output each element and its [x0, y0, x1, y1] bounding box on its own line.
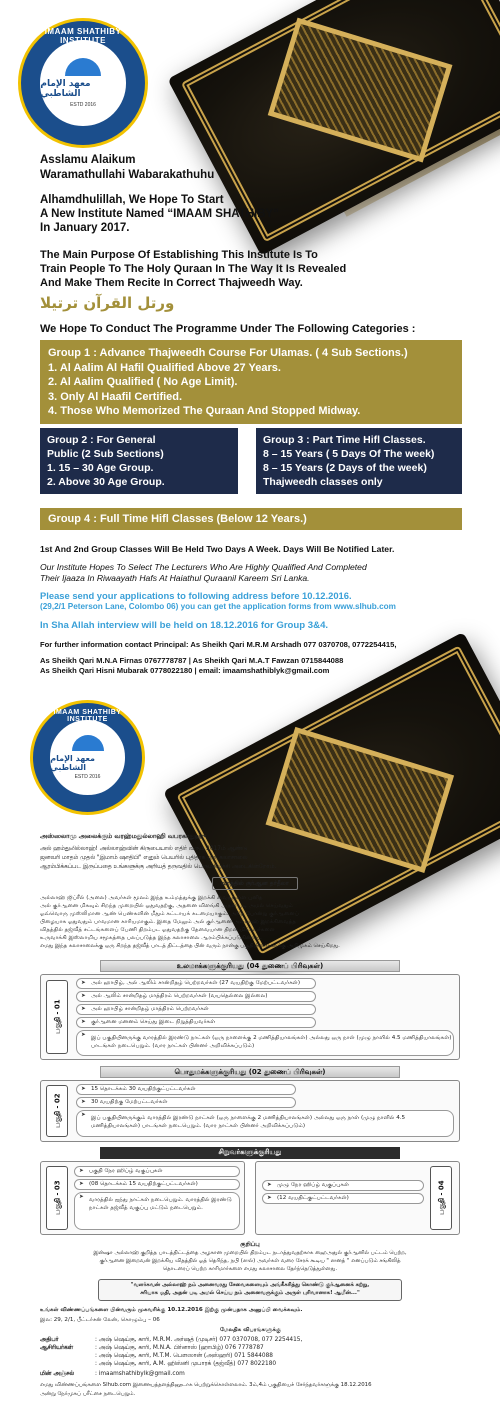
purpose-line-1: The Main Purpose Of Establishing This Institute Is To [40, 249, 318, 261]
group-4-box [40, 508, 462, 530]
group-3-line: 8 – 15 Years ( 5 Days Of The week) [263, 448, 435, 460]
tamil-apply-line: உங்கள் விண்ணப்பங்களை பின்வரும் முகவரிக்கு 10.12.2016 இற்கு முன்பதாக அனுப்பி வைக்கவும். [40, 1307, 303, 1313]
open-book-icon [72, 735, 104, 751]
section-1-header: உலமாக்களுக்குரியது (04 துணைப் பிரிவுகள்) [100, 960, 400, 972]
tamil-address-line: இல: 29, 2/1, பீட்டர்சன் லேன், கொழும்பு – 06 [40, 1317, 160, 1323]
contact-row [40, 1336, 302, 1344]
intro-line-3: In January 2017. [40, 222, 130, 234]
group-1-item: 1. Al Aalim Al Hafil Qualified Above 27 Years. [48, 361, 281, 374]
apply-line-2: (29,2/1 Peterson Lane, Colombo 06) you can get the application forms from www.slhub.com [40, 602, 396, 611]
group-1-item: 3. Only Al Haafil Certified. [48, 390, 183, 403]
group-2-line: 1. 15 – 30 Age Group. [47, 462, 154, 474]
section-2-header: பொதுமக்களுக்குரியது (02 துணைப் பிரிவுகள்) [100, 1066, 400, 1078]
section-4-item: ➤ (12 வயதிட்குட்பட்டவர்கள்) [262, 1193, 424, 1204]
tamil-para-line: அல் குர்ஆனை மிகவும் சிறந்த முறையில் ஓதுவதற்கு, அதனை விளங்கி அதன் படி அமல் செய்வதும் [40, 903, 293, 909]
tamil-verse-box: வரத்தில் குர்ஆன தர்தீலா [212, 877, 298, 890]
greeting-line-1: Asslamu Alaikum [40, 154, 136, 166]
tamil-footer-line: அன்று நேர்முகப் பரீட்சை நடைபெறும். [40, 1391, 136, 1397]
note-title: குறிப்பு [240, 1241, 260, 1248]
section-1-item: ➤ இப் பகுதியினருக்கு வாரத்தில் இரண்டு நாட்கள் (ஒரு நாளைக்கு 2 மணித்தியாலங்கள்) அல்லது ஒரு நாள் (முழு நாளில் 4.5 மணித்தியாலங்கள்) பாடங்கள் நடைபெறும். (வார நாட்கள் பின்னர் அறிவிக்கப்படும்) [76, 1030, 454, 1056]
tamil-greeting: அஸ்ஸலாமு அலைக்கும் வரஹ்மதுல்லாஹி வபரகாதுஹு [40, 832, 207, 840]
group-2-box [40, 428, 238, 494]
intro-line-2: A New Institute Named “IMAAM SHATHIBY” [40, 208, 279, 220]
apply-line-1: Please send your applications to following address before 10.12.2016. [40, 590, 352, 601]
contact-role: ஆசிரியர்கள் [40, 1345, 73, 1351]
tamil-para-line: எமது இந்த கலாசாலைக்கு ஒரு சிறந்த தஜ்வீத் பாடத் திட்டத்தை பின் வரும் நான்கு பகுதியினர்களுக்கு அறிமுகம் செய்கிறது. [40, 943, 340, 949]
tamil-intro-3: ஆரம்பிக்கப்பட இருப்பதை உங்களுக்கு அறியத் தருவதில் பெருமகிழ்ச்சி அடைகின்றோம். [40, 864, 277, 870]
institute-logo [18, 18, 148, 148]
section-2-item: ➤ இப் பகுதியினருக்கும் வாரத்தில் இரண்டு நாட்கள் (ஒரு நாளைக்கு 2 மணித்தியாலங்கள்) அல்லது ஒரு நாள் (முழு நாளில் 4.5 மணித்தியாலங்கள்) பாடங்கள் நடைபெறும். (வார நாட்கள் பின்னர் அறிவிக்கப்படும்) [76, 1110, 454, 1137]
contact-row [40, 1360, 276, 1368]
tamil-intro-2: ஜனவரி மாதம் முதல் "இமாம் ஷாதிபி" எனும் பெயரில் புதிதாக ஒரு கலாசாலை [40, 855, 248, 861]
section-2-item: ➤ 15 தொடக்கம் 30 வயதிற்குட்பட்டவர்கள் [76, 1084, 296, 1095]
contacts-heading: மேலதிக விபரங்களுக்கு [220, 1327, 281, 1333]
categories-heading: We Hope To Conduct The Programme Under The Following Categories : [40, 323, 416, 335]
lecturers-line-2: Their Ijaaza In Riwaayath Hafs At Haiathul Quraanil Kareem Sri Lanka. [40, 573, 310, 583]
interview-line: In Sha Allah interview will be held on 18.12.2016 for Group 3&4. [40, 620, 329, 631]
tamil-para-line: அல்லாஹ் ஜிப்ரீல் (அலை) அவர்கள் மூலம் இந்த உம்மத்துக்கு இறக்கி வைத்துள்ள புனித [40, 895, 263, 901]
contact-line-3: As Sheikh Qari Hisni Mubarak 0778022180 | email: imaamshathiblyk@gmail.com [40, 666, 330, 675]
contact-row [40, 1370, 185, 1378]
contact-role: அதிபர் [40, 1337, 59, 1343]
logo-ring-text: IMAAM SHATHIBY INSTITUTE [53, 709, 122, 723]
dua-line: சரியாக ஓதி, அதன் படி அமல் செய்ய நம் அனைவருக்கும் அருள் புரிவானாக! ஆமீன்..." [140, 1290, 360, 1296]
tamil-intro-1: அல் ஹம்துலில்லாஹ்! அல்லாஹ்வின் கிருபையால் எதிர் வரும் 2017ம் ஆண்டு [40, 846, 248, 852]
tamil-para-line: பிழையாக ஓதுவதும் பாவமான காரியமாகும். இதை மேலும் அல் குர்ஆனை அல்லாஹ் இறக்கிவைத்த [40, 919, 296, 925]
group-2-line: Public (2 Sub Sections) [47, 448, 164, 460]
group-1-title: Group 1 : Advance Thajweedh Course For Ulamas. ( 4 Sub Sections.) [48, 347, 408, 359]
section-4-tab: பகுதி - 04 [430, 1166, 452, 1230]
contact-line-2: As Sheikh Qari M.N.A Firnas 0767778787 | As Sheikh Qari M.A.T Fawzan 0715844088 [40, 656, 344, 665]
group-1-box [40, 340, 462, 424]
institute-logo [30, 700, 145, 815]
contact-details: : அஷ் ஷெய்கு, காரி, A.M. ஹிஸ்னி முபாரக் (தஜ்வீத்) 077 8022180 [95, 1361, 277, 1367]
section-1-item: ➤ அல் ஹாபிழ் சான்றிதழ் மாத்திரம் பெற்றவர்கள் [76, 1004, 316, 1015]
group-3-line: 8 – 15 Years (2 Days of the week) [263, 462, 427, 474]
note-line: தொடரைப் பெற்ற காரிமார்களை எமது கலாசாலை தேர்ந்தெடுத்துள்ளது. [162, 1266, 338, 1272]
group-3-line: Thajweedh classes only [263, 476, 383, 488]
tamil-para-line: உருவாக்கி இஸ்லாமிய சமூகத்தை பலப்படுத்த இந்த கலாசாலை ஆரம்பிக்கப்படுகின்றது. [40, 935, 262, 941]
contact-line-1: For further information contact Principal: As Sheikh Qari M.R.M Arshadh 077 0370708, 0772254415, [40, 640, 397, 649]
contact-role: மின் அஞ்சல் [40, 1371, 75, 1377]
group-2-line: Group 2 : For General [47, 434, 156, 446]
greeting-line-2: Waramathullahi Wabarakathuhu [40, 169, 215, 181]
purpose-line-2: Train People To The Holy Quraan In The Way It Is Revealed [40, 263, 347, 275]
note-line: இன்ஷா அல்லாஹ் குறித்த பாடத்திட்டத்தை அழகான முறையில் திறம்பட நடாத்துவதற்காக ஹைஅதுல் குர்ஆனில் பட்டம் பெற்ற, [93, 1250, 407, 1256]
contact-details: : அஷ் ஷெய்கு, காரி, M.T.M. பௌஸான் (அஸ்ஹரி) 071 5844088 [95, 1353, 273, 1359]
contact-details: : அஷ் ஷெய்கு, காரி, M.N.A. பிர்னாஸ் (ஹாபிழ்) 076 7778787 [95, 1345, 264, 1351]
intro-line-1: Alhamdhulillah, We Hope To Start [40, 194, 224, 206]
section-3-item: ➤ (08 தொடக்கம் 15 வயதிற்குட்பட்டவர்கள்) [74, 1179, 240, 1190]
group-2-line: 2. Above 30 Age Group. [47, 476, 165, 488]
open-book-icon [65, 58, 101, 76]
section-2-item: ➤ 30 வயதிற்கு மேற்பட்டவர்கள் [76, 1097, 296, 1108]
section-1-item: ➤ குர்ஆனை மனனம் செய்து இடை நிறுத்தியவர்கள் [76, 1017, 316, 1028]
logo-arabic-name: معهد الإمام الشاطبي [40, 78, 91, 99]
group-1-item: 4. Those Who Memorized The Quraan And Stopped Midway. [48, 405, 361, 417]
group-1-item: 2. Al Aalim Qualified ( No Age Limit). [48, 376, 238, 388]
contact-row [40, 1344, 264, 1352]
tamil-footer-line: எமது விண்ணப்பங்களை Slhub.com இணையத்தளத்தினூடாக பெற்றுக்கொள்ளலாம். 3ம்,4ம் பகுதியைச் சேர்ந்தவர்களுக்கு 18.12.2016 [40, 1382, 372, 1388]
section-3-item: ➤ வாரத்தில் ஐந்து நாட்கள் நடைபெறும். வாரத்தில் இரண்டு நாட்கள் தஜ்வீத் வகுப்பு மட்டும் நடைபெறும். [74, 1192, 240, 1230]
section-1-item: ➤ அல் ஆலிம் சான்றிதழ் மாத்திரம் பெற்றவர்கள் (வயதெல்லை இல்லை) [76, 991, 316, 1002]
section-3-tab: பகுதி - 03 [46, 1166, 68, 1230]
arabic-verse: ورتل القرآن ترتيلا [40, 294, 175, 312]
logo-arabic-name: معهد الإمام الشاطبي [50, 754, 95, 772]
section-4-item: ➤ முழு நேர ஹிப்ழ் வகுப்புகள் [262, 1180, 424, 1191]
group-3-box [256, 428, 462, 494]
section-1-item: ➤ அல் ஹாபிழ், அல் ஆலிம் சான்றிதழ் பெற்றவர்கள் (27 வயதிற்கு மேற்பட்டவர்கள்) [76, 978, 316, 989]
schedule-note: 1st And 2nd Group Classes Will Be Held Two Days A Week. Days Will Be Notified Later. [40, 544, 395, 554]
section-34-header: சிறுவர்களுக்குரியது [100, 1147, 400, 1159]
tamil-para-line: ஓவ்வொரு முஸ்லிமான ஆண் பெண்களின் மீதும் கட்டாயக் கடமையாகும். அதே போன்று குர்ஆனைப் [40, 911, 299, 917]
note-line: குர்ஆனை இறைவன் இறக்கிய விதத்தில் ஓத் தெரிந்த, நபி (ஸல்) அவர்கள் வரை சேரக் கூடிய " ஸனத் " எனப்படும் சங்கிலித் [99, 1258, 401, 1264]
lecturers-line-1: Our Institute Hopes To Select The Lecturers Who Are Highly Qualified And Completed [40, 562, 367, 572]
dua-line: "வளர்கவன் அல்லாஹ் நம் அனைவரது சேவைகளையும் அங்கீகரித்து கொண்டு குர்ஆனைக் கற்று, [130, 1282, 370, 1288]
group-4-title: Group 4 : Full Time Hifl Classes (Below 12 Years.) [48, 513, 307, 525]
section-2-tab: பகுதி - 02 [46, 1085, 68, 1137]
logo-ring-text: IMAAM SHATHIBY INSTITUTE [44, 27, 122, 45]
contact-details: : imaamshathibylk@gmail.com [95, 1371, 185, 1377]
logo-established: ESTD 2016 [74, 774, 101, 780]
group-3-line: Group 3 : Part Time Hifl Classes. [263, 434, 426, 446]
section-1-tab: பகுதி - 01 [46, 980, 68, 1054]
section-3-item: ➤ பகுதி நேர ஹிப்ழ் வகுப்புகள் [74, 1166, 240, 1177]
logo-established: ESTD 2016 [70, 101, 96, 108]
contact-details: : அஷ் ஷெய்கு, காரி, M.R.M. அர்ஷத் (முடிசர்) 077 0370708, 077 2254415, [95, 1337, 303, 1343]
tamil-para-line: விதத்தில் தஜ்வீத் சட்டங்களைப் பேணி திறம்பட ஓதுவதற்கு தேவையான திறன் மிக்கவர்களை [40, 927, 275, 933]
contact-row [40, 1352, 273, 1360]
purpose-line-3: And Make Them Recite In Correct Thajweedh Way. [40, 277, 303, 289]
